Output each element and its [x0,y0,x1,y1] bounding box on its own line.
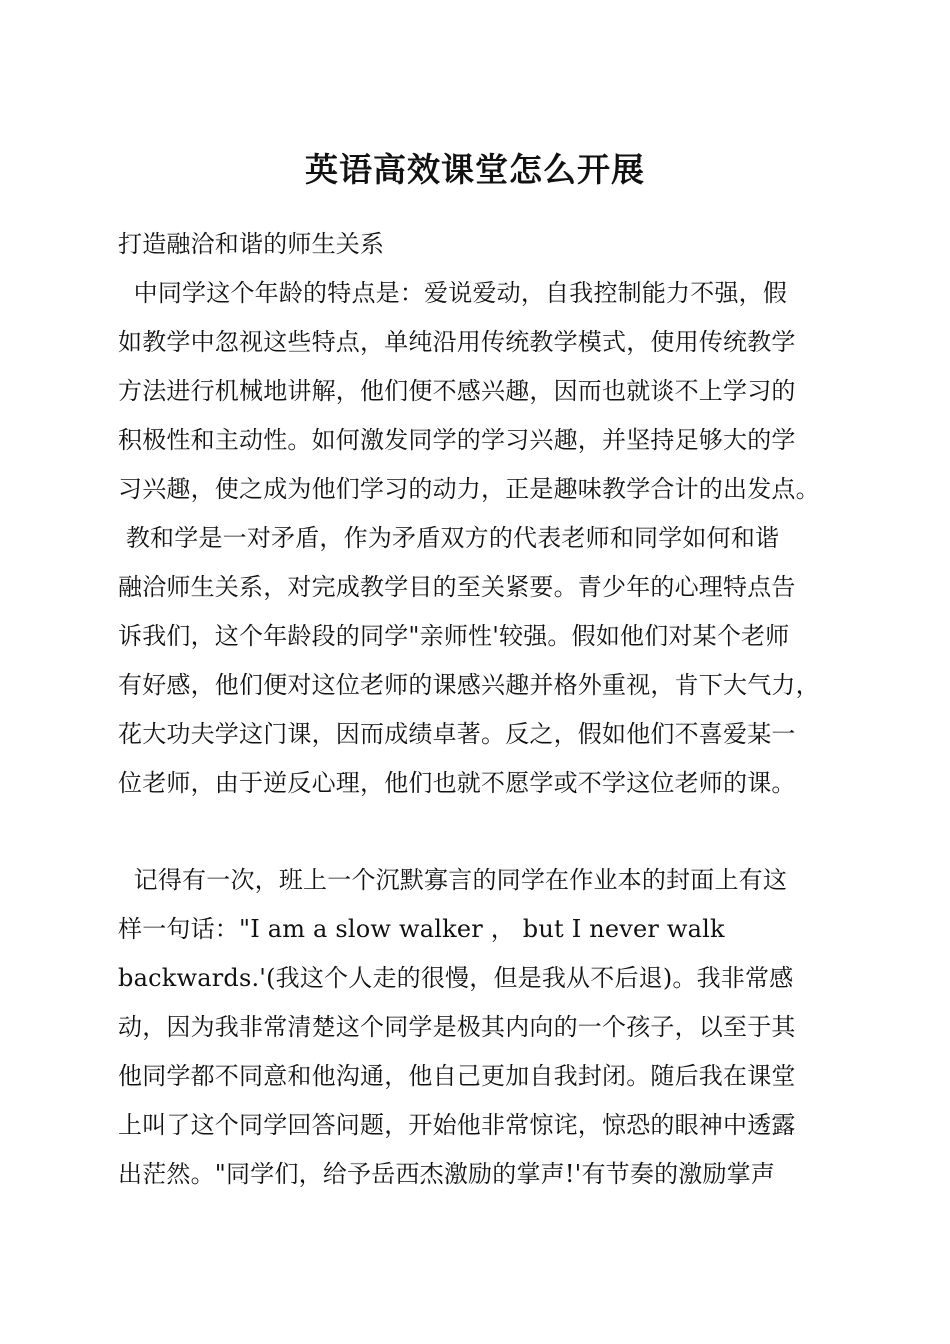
paragraph-line: 诉我们，这个年龄段的同学"亲师性'较强。假如他们对某个老师 [118,622,790,650]
paragraph-line: 积极性和主动性。如何激发同学的学习兴趣，并坚持足够大的学 [118,426,796,454]
paragraph-line: 有好感，他们便对这位老师的课感兴趣并格外重视，肯下大气力， [118,671,820,699]
document-title: 英语高效课堂怎么开展 [305,150,645,189]
paragraph-line: 上叫了这个同学回答问题，开始他非常惊诧，惊恐的眼神中透露 [118,1111,796,1139]
paragraph-line: backwards.'(我这个人走的很慢，但是我从不后退)。我非常感 [118,964,794,992]
paragraph-line: 中同学这个年龄的特点是：爱说爱动，自我控制能力不强，假 [118,279,788,307]
paragraph-line: 出茫然。"同学们，给予岳西杰激励的掌声!'有节奏的激励掌声 [118,1160,776,1188]
paragraph-line: 融洽师生关系，对完成教学目的至关紧要。青少年的心理特点告 [118,573,796,601]
paragraph-line: 记得有一次，班上一个沉默寡言的同学在作业本的封面上有这 [118,866,788,894]
paragraph-line: 位老师，由于逆反心理，他们也就不愿学或不学这位老师的课。 [118,769,796,797]
paragraph-line: 方法进行机械地讲解，他们便不感兴趣，因而也就谈不上学习的 [118,377,796,405]
paragraph-line: 教和学是一对矛盾，作为矛盾双方的代表老师和同学如何和谐 [118,524,780,552]
paragraph-line: 他同学都不同意和他沟通，他自己更加自我封闭。随后我在课堂 [118,1062,796,1090]
paragraph-line: 样一句话："I am a slow walker ， but I never walk [118,915,725,943]
paragraph-line: 花大功夫学这门课，因而成绩卓著。反之，假如他们不喜爱某一 [118,720,796,748]
paragraph-line: 如教学中忽视这些特点，单纯沿用传统教学模式，使用传统教学 [118,328,796,356]
paragraph-line: 动，因为我非常清楚这个同学是极其内向的一个孩子，以至于其 [118,1013,796,1041]
section-heading: 打造融洽和谐的师生关系 [118,230,385,258]
paragraph-line: 习兴趣，使之成为他们学习的动力，正是趣味教学合计的出发点。 [118,475,820,503]
